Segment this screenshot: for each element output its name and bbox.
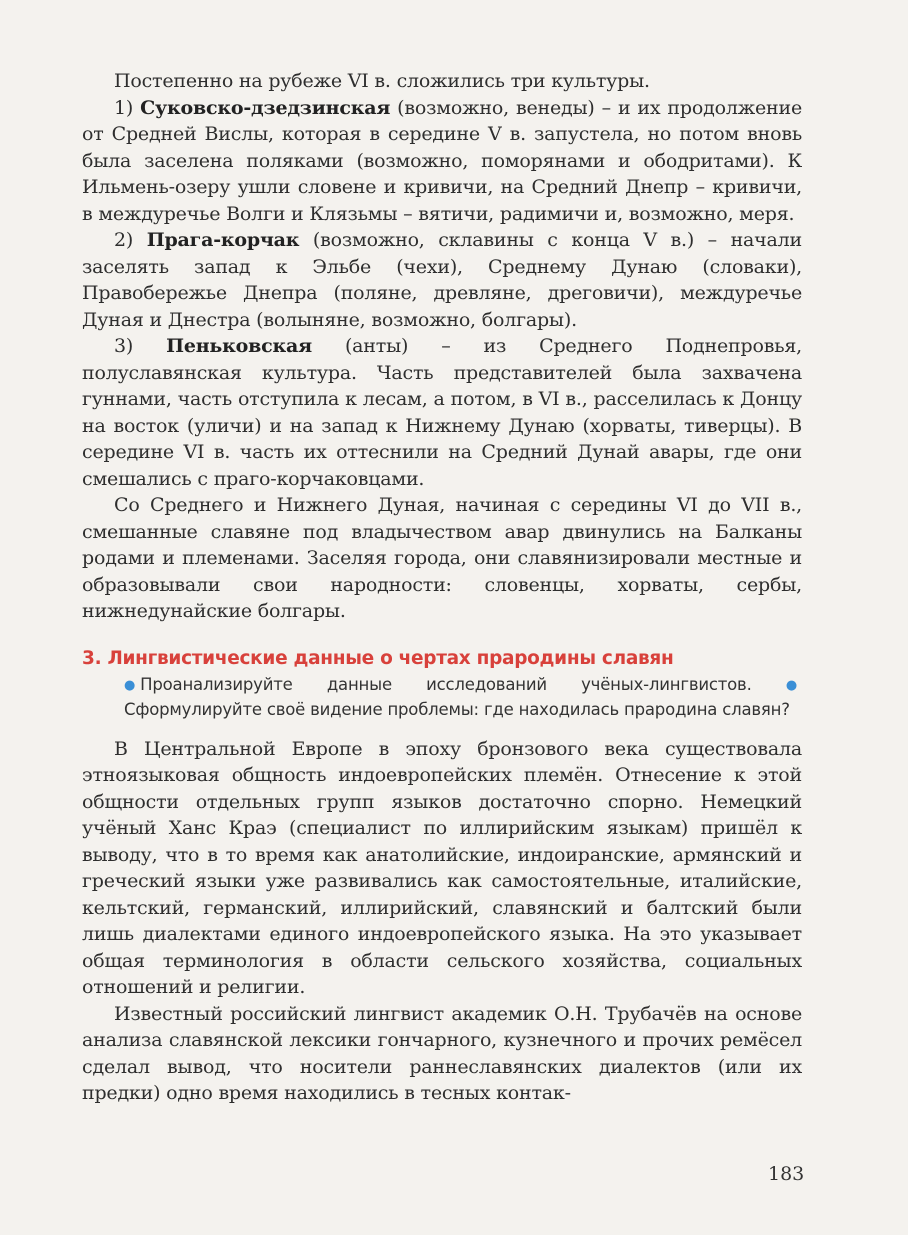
text-run: (возможно, венеды) – и их продолжение от Средней Вислы, которая в середине V в. запустела, но потом вновь была заселена поляками (возможно, поморянами и ободритами). К Ильмень-озеру ушли словене и кривичи, на Средний Днепр – кривичи, в междуречье Волги и Клязьмы – вятичи, радимичи и, возможно, меря. — [82, 96, 802, 225]
text-run: (возможно, склавины с конца V в.) – начали заселять запад к Эльбе (чехи), Среднему Дунаю (словаки), Правобережье Днепра (поляне, древляне, дреговичи), междуречье Дуная и Днестра (волыняне, возможно, болгары). — [82, 229, 802, 331]
paragraph — [82, 227, 802, 333]
page-number: 183 — [768, 1163, 805, 1185]
assignment-block — [124, 673, 802, 722]
text-run: 2) — [114, 229, 147, 251]
body-text-bottom — [82, 736, 802, 1107]
bold-term: Суковско-дзедзинская — [140, 96, 391, 119]
text-run: 3) — [114, 335, 167, 357]
body-text-top — [82, 68, 802, 625]
text-run: 1) — [114, 96, 141, 119]
assignment-text-1: Проанализируйте данные исследований учёных-лингвистов. — [140, 674, 752, 694]
paragraph — [82, 95, 802, 228]
bullet-icon: ● — [785, 677, 797, 693]
text-run: Со Среднего и Нижнего Дуная, начиная с середины VI до VII в., смешанные славяне под владычеством авар двинулись на Балканы родами и племенами. Заселяя города, они славянизировали местные и образовывали свои народности: словенцы, хорваты, сербы, нижнедунайские болгары. — [82, 494, 802, 622]
paragraph — [82, 492, 802, 625]
section-heading: 3. Лингвистические данные о чертах прародины славян — [82, 647, 674, 669]
paragraph — [82, 1001, 802, 1107]
assignment-text-2: Сформулируйте своё видение проблемы: где находилась прародина славян? — [124, 699, 790, 719]
text-run: Постепенно на рубеже VI в. сложились три культуры. — [114, 70, 650, 92]
bold-term: Прага-корчак — [146, 229, 300, 251]
text-run: Известный российский лингвист академик О.Н. Трубачёв на основе анализа славянской лексики гончарного, кузнечного и прочих ремёсел сделал вывод, что носители раннеславянских диалектов (или их предки) одно время находились в тесных контак- — [82, 1002, 802, 1104]
textbook-page — [82, 68, 802, 1107]
text-run: В Центральной Европе в эпоху бронзового века существовала этноязыковая общность индоевропейских племён. Отнесение к этой общности отдельных групп языков достаточно спорно. Немецкий учёный Ханс Краэ (специалист по иллирийским языкам) пришёл к выводу, что в то время как анатолийские, индоиранские, армянский и греческий языки уже развивались как самостоятельные, италийские, кельтский, германский, иллирийский, славянский и балтский были лишь диалектами единого индоевропейского языка. На это указывает общая терминология в области сельского хозяйства, социальных отношений и религии. — [82, 737, 802, 998]
text-run: (анты) – из Среднего Поднепровья, полуславянская культура. Часть представителей была захвачена гуннами, часть отступила к лесам, а потом, в VI в., расселилась к Донцу на восток (уличи) и на запад к Нижнему Дунаю (хорваты, тиверцы). В середине VI в. часть их оттеснили на Средний Дунай авары, где они смешались с праго-корчаковцами. — [82, 335, 802, 490]
paragraph — [82, 333, 802, 492]
paragraph — [82, 736, 802, 1001]
paragraph — [82, 68, 802, 95]
bullet-icon: ● — [124, 677, 136, 693]
bold-term: Пеньковская — [166, 335, 312, 357]
